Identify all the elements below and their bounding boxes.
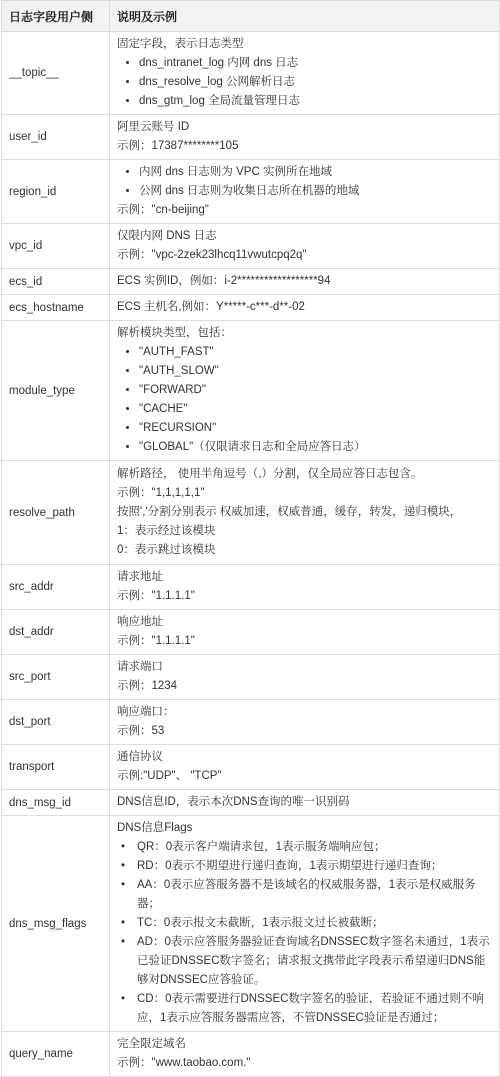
bullet-item: • dns_gtm_log 全局流量管理日志 <box>139 92 492 111</box>
field-name-cell: resolve_path <box>2 461 110 565</box>
table-row <box>2 700 500 745</box>
description-cell <box>110 269 500 295</box>
bullet-item: • "AUTH_SLOW" <box>139 362 492 381</box>
description-cell <box>110 461 500 565</box>
description-line: 请求地址 <box>117 571 163 583</box>
table-row <box>2 461 500 565</box>
bullet-item: • "FORWARD" <box>139 381 492 400</box>
bullet-item: • "GLOBAL"（仅限请求日志和全局应答日志） <box>139 438 492 457</box>
description-cell <box>110 610 500 655</box>
bullet-list <box>117 838 492 1028</box>
description-line: 完全限定域名 <box>117 1038 186 1050</box>
description-line: 示例："vpc-2zek23lhcq11vwutcpq2q" <box>117 249 307 261</box>
table-row <box>2 610 500 655</box>
description-line: 示例："1.1.1.1" <box>117 635 195 647</box>
table-header-row <box>2 1 500 32</box>
bullet-list <box>117 163 492 201</box>
table-row <box>2 269 500 295</box>
field-name-cell: vpc_id <box>2 224 110 269</box>
field-name-cell: dst_addr <box>2 610 110 655</box>
description-line: ECS 主机名,例如：Y*****-c***-d**-02 <box>117 301 305 313</box>
table-row <box>2 745 500 790</box>
description-line: 示例："1,1,1,1,1" <box>117 487 205 499</box>
bullet-item: • TC：0表示报文未截断，1表示报文过长被截断； <box>117 914 492 933</box>
description-line: 请求端口 <box>117 661 163 673</box>
description-line: 示例:"UDP"、 "TCP" <box>117 770 222 782</box>
description-cell <box>110 224 500 269</box>
field-name-cell: src_addr <box>2 565 110 610</box>
description-line: 示例："www.taobao.com." <box>117 1057 251 1069</box>
bullet-item: • dns_intranet_log 内网 dns 日志 <box>139 54 492 73</box>
table-row <box>2 32 500 115</box>
field-name-cell: dns_msg_flags <box>2 816 110 1032</box>
column-header-field: 日志字段用户侧 <box>2 1 110 32</box>
bullet-item: • "RECURSION" <box>139 419 492 438</box>
description-cell <box>110 790 500 816</box>
description-cell <box>110 700 500 745</box>
description-cell <box>110 565 500 610</box>
description-line: 通信协议 <box>117 751 163 763</box>
description-cell <box>110 295 500 321</box>
bullet-list <box>117 54 492 111</box>
field-name-cell: dst_port <box>2 700 110 745</box>
description-line: 解析路径， 使用半角逗号（,）分割，仅全局应答日志包含。 <box>117 468 423 480</box>
description-line: 阿里云账号 ID <box>117 121 190 133</box>
description-line: 示例：17387********105 <box>117 140 239 152</box>
description-line: 0：表示跳过该模块 <box>117 544 216 556</box>
bullet-item: • dns_resolve_log 公网解析日志 <box>139 73 492 92</box>
description-example: 示例："cn-beijing" <box>117 204 209 216</box>
table-row <box>2 816 500 1032</box>
description-line: 仅限内网 DNS 日志 <box>117 230 217 242</box>
table-row <box>2 115 500 160</box>
table-body <box>2 32 500 1077</box>
description-cell <box>110 816 500 1032</box>
description-line: 示例：53 <box>117 725 165 737</box>
description-line: 示例："1.1.1.1" <box>117 590 195 602</box>
description-line: 按照','分割分别表示 权威加速，权威普通，缓存，转发，递归模块， <box>117 506 462 518</box>
field-name-cell: transport <box>2 745 110 790</box>
field-name-cell: user_id <box>2 115 110 160</box>
description-cell <box>110 1032 500 1077</box>
bullet-item: • "AUTH_FAST" <box>139 343 492 362</box>
field-name-cell: module_type <box>2 321 110 461</box>
description-heading: 固定字段，表示日志类型 <box>117 38 244 50</box>
description-line: 示例：1234 <box>117 680 178 692</box>
log-field-table <box>1 0 500 1077</box>
description-cell <box>110 321 500 461</box>
bullet-item: • RD：0表示不期望进行递归查询，1表示期望进行递归查询； <box>117 857 492 876</box>
description-heading: 解析模块类型，包括： <box>117 327 232 339</box>
bullet-item: • CD：0表示需要进行DNSSEC数字签名的验证，若验证不通过则不响应，1表示应答服务器需应答，不管DNSSEC验证是否通过； <box>117 990 492 1028</box>
description-line: DNS信息ID，表示本次DNS查询的唯一识别码 <box>117 796 350 808</box>
description-heading: DNS信息Flags <box>117 822 193 834</box>
table-row <box>2 295 500 321</box>
bullet-item: • 公网 dns 日志则为收集日志所在机器的地域 <box>139 182 492 201</box>
table-row <box>2 565 500 610</box>
description-cell <box>110 160 500 224</box>
description-line: ECS 实例ID，例如：i-2******************94 <box>117 275 331 287</box>
description-cell <box>110 32 500 115</box>
table-row <box>2 790 500 816</box>
field-name-cell: dns_msg_id <box>2 790 110 816</box>
field-name-cell: query_name <box>2 1032 110 1077</box>
table-row <box>2 655 500 700</box>
bullet-item: • "CACHE" <box>139 400 492 419</box>
table-row <box>2 160 500 224</box>
description-cell <box>110 655 500 700</box>
field-name-cell: region_id <box>2 160 110 224</box>
table-row <box>2 224 500 269</box>
bullet-item: • AA：0表示应答服务器不是该域名的权威服务器，1表示是权威服务器； <box>117 876 492 914</box>
description-cell <box>110 745 500 790</box>
field-name-cell: src_port <box>2 655 110 700</box>
field-name-cell: ecs_hostname <box>2 295 110 321</box>
bullet-item: • QR：0表示客户端请求包，1表示服务端响应包； <box>117 838 492 857</box>
bullet-list <box>117 343 492 457</box>
bullet-item: • AD：0表示应答服务器验证查询域名DNSSEC数字签名未通过，1表示已验证DNSSEC数字签名；请求报文携带此字段表示希望递归DNS能够对DNSSEC应答验证。 <box>117 933 492 990</box>
description-line: 响应端口： <box>117 706 175 718</box>
table-row <box>2 321 500 461</box>
description-line: 1：表示经过该模块 <box>117 525 216 537</box>
column-header-description: 说明及示例 <box>110 1 500 32</box>
description-line: 响应地址 <box>117 616 163 628</box>
table-row <box>2 1032 500 1077</box>
field-name-cell: ecs_id <box>2 269 110 295</box>
field-name-cell: __topic__ <box>2 32 110 115</box>
bullet-item: • 内网 dns 日志则为 VPC 实例所在地域 <box>139 163 492 182</box>
description-cell <box>110 115 500 160</box>
